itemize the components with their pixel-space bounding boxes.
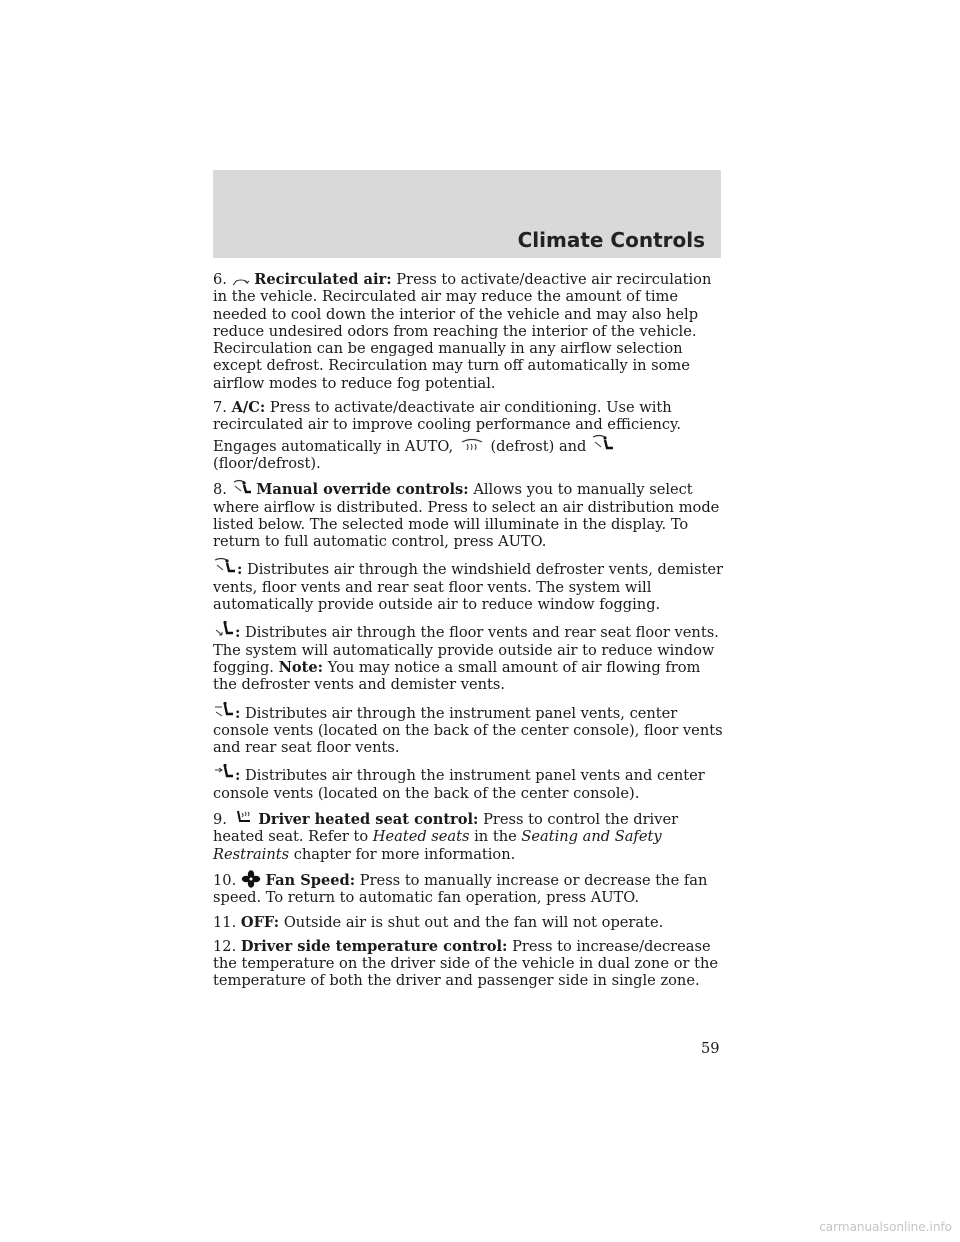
item-ac: 7. A/C: Press to activate/deactivate air conditioning. Use with recirculated air to improve cooling performance and efficiency. Engages automatically in AUTO, (defrost) and (floor/defrost). — [213, 399, 681, 472]
fan-icon — [241, 870, 261, 888]
mode-floor-defrost: : Distributes air through the windshield defroster vents, demister vents, floor vents and rear seat floor vents. The system will automatically provide outside air to reduce window fogging. — [213, 557, 725, 613]
section-header — [213, 170, 721, 258]
mode-floor: : Distributes air through the floor vents and rear seat floor vents. The system will automatically provide outside air to reduce window fogging. Note: You may notice a small amount of air flowing from the defroster vents and demister vents. — [213, 620, 725, 693]
item-manual-override: 8. Manual override controls: Allows you to manually select where airflow is distributed. Press to select an air distribution mode listed below. The selected mode will illuminate in the display. To return to full automatic control, press AUTO. — [213, 481, 720, 551]
item-driver-temperature: 12. Driver side temperature control: Press to increase/decrease the temperature on the driver side of the vehicle in dual zone or the temperature of both the driver and passenger side in single zone. — [213, 937, 719, 990]
item-recirculated-air: 6. Recirculated air: Press to activate/deactive air recirculation in the vehicle. Recirculated air may reduce the amount of time needed to cool down the interior of the vehicle and may also help reduce undesired odors from reaching the interior of the vehicle. Recirculation can be engaged manually in any airflow selection except defrost. Recirculation may turn off automatically in some airflow modes to reduce fog potential. — [213, 271, 712, 392]
watermark: carmanualsonline.info — [819, 1220, 952, 1234]
floor-defrost-icon — [591, 434, 615, 454]
floor-defrost-icon — [213, 557, 237, 577]
recirculation-icon — [232, 277, 250, 287]
page-content — [213, 271, 725, 997]
panel-floor-vent-icon — [213, 701, 235, 721]
item-fan-speed: 10. Fan Speed: Press to manually increase or decrease the fan speed. To return to automatic fan operation, press AUTO. — [213, 871, 708, 907]
item-driver-heated-seat: 9. Driver heated seat control: Press to control the driver heated seat. Refer to Heated seats in the Seating and Safety Restraints chapter for more information. — [213, 811, 679, 863]
item-off: 11. OFF: Outside air is shut out and the fan will not operate. — [213, 913, 664, 931]
mode-panel: : Distributes air through the instrument panel vents and center console vents (located on the back of the center console). — [213, 763, 725, 802]
section-title: Climate Controls — [517, 228, 705, 252]
mode-panel-floor: : Distributes air through the instrument panel vents, center console vents (located on the back of the center console), floor vents and rear seat floor vents. — [213, 701, 725, 757]
heated-seat-icon — [232, 809, 254, 827]
floor-vent-icon — [213, 620, 235, 640]
page-number: 59 — [701, 1040, 720, 1057]
airflow-mode-icon — [232, 479, 252, 497]
panel-vent-icon — [213, 763, 235, 783]
defrost-icon — [458, 438, 486, 454]
